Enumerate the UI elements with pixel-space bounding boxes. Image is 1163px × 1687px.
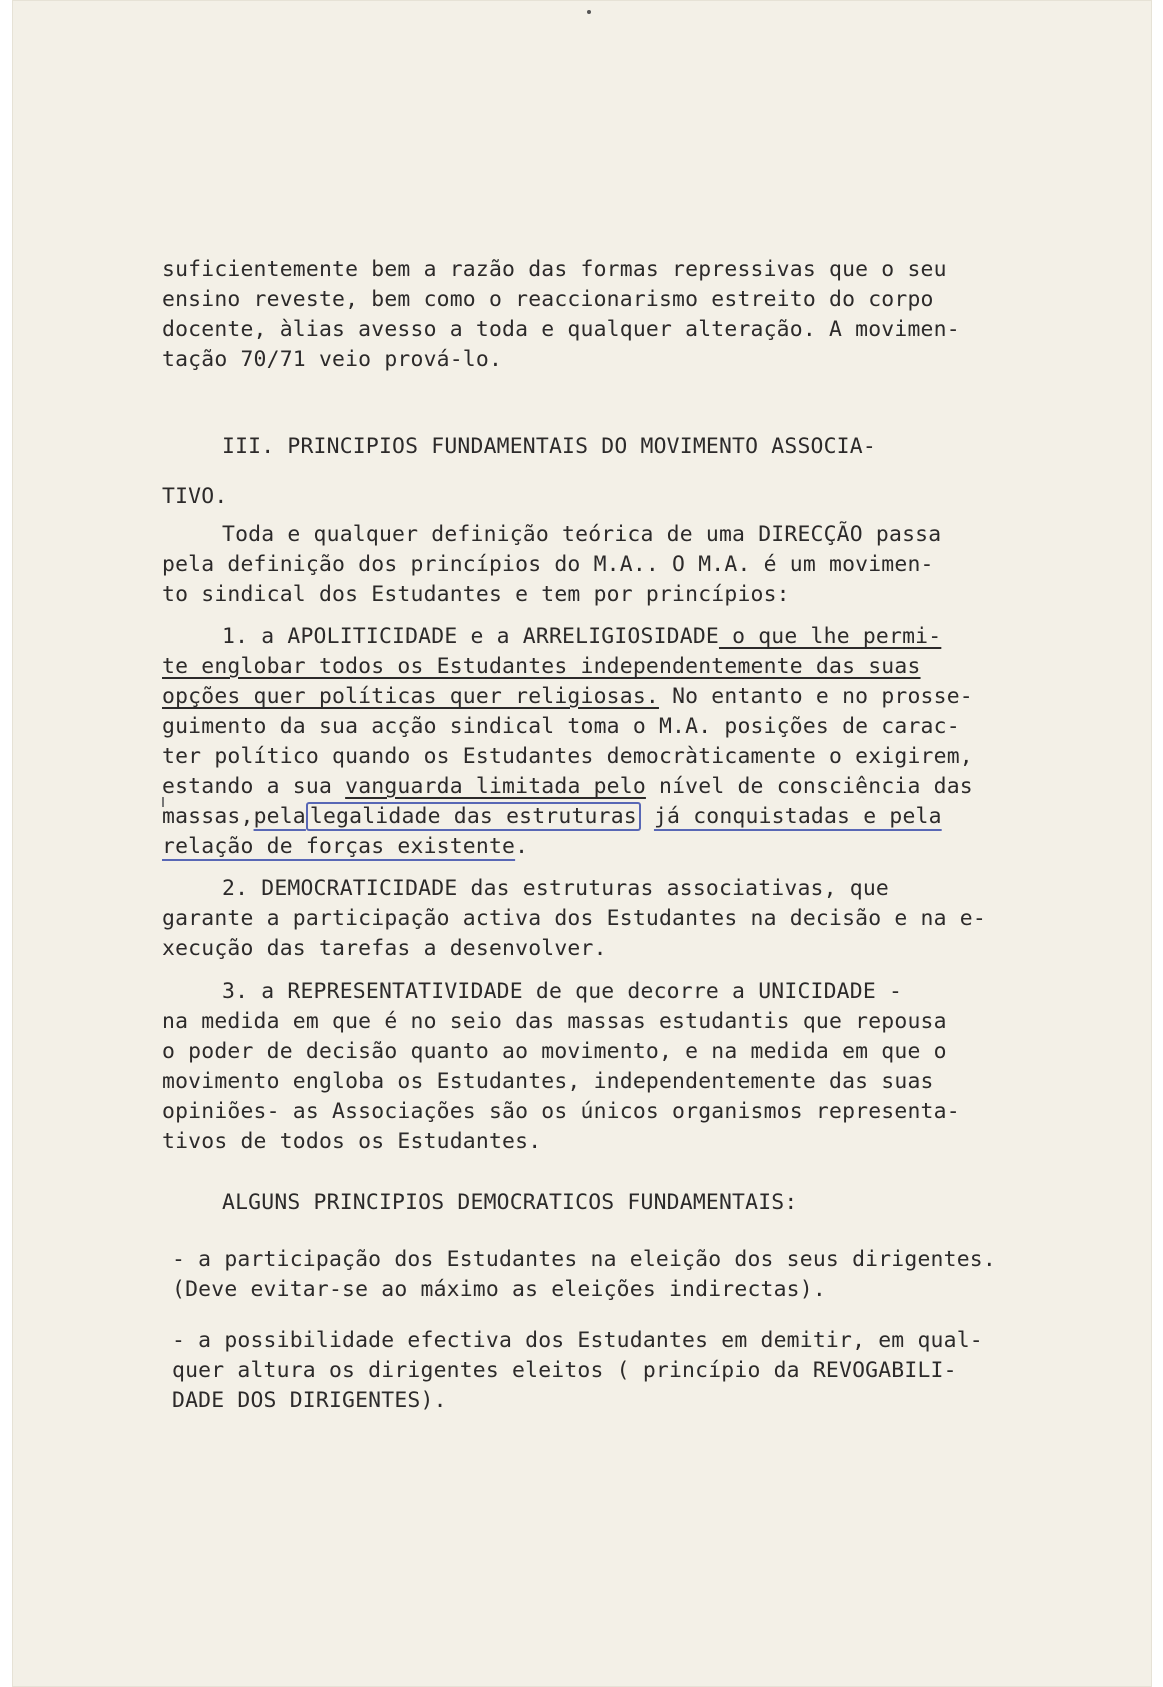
underlined-text: vanguarda limitada pelo <box>345 774 646 799</box>
stray-mark <box>587 10 591 14</box>
bullet-2-line-3: DADE DOS DIRIGENTES). <box>172 1388 447 1413</box>
bullet-2-line-1: - a possibilidade efectiva dos Estudantes em demitir, em qual- <box>172 1328 983 1353</box>
blue-boxed-annotation: legalidade das estruturas <box>306 802 641 831</box>
principle-2-line-3: xecução das tarefas a desenvolver. <box>162 936 607 961</box>
underlined-text: o que lhe permi- <box>718 624 942 649</box>
plain-text: massas, <box>162 804 254 829</box>
blue-underlined-text: já conquistadas e pela <box>653 804 942 829</box>
principle-1-line-6 <box>162 774 973 799</box>
principle-3-line-3: o poder de decisão quanto ao movimento, e na medida em que o <box>162 1039 947 1064</box>
bullet-1-line-1: - a participação dos Estudantes na eleição dos seus dirigentes. <box>172 1247 996 1272</box>
principle-3-line-1: 3. a REPRESENTATIVIDADE de que decorre a UNICIDADE - <box>222 979 903 1004</box>
principle-1-line-7 <box>162 804 942 829</box>
plain-text: estando a sua <box>162 774 346 799</box>
plain-text: No entanto e no prosse- <box>658 684 973 709</box>
principle-3-line-2: na medida em que é no seio das massas estudantis que repousa <box>162 1009 947 1034</box>
principle-1-line-8 <box>162 834 528 859</box>
principle-1-line-3 <box>162 684 973 709</box>
underlined-text: opções quer políticas quer religiosas. <box>162 684 659 709</box>
principle-1-line-1 <box>222 624 941 649</box>
principle-1-line-5: ter político quando os Estudantes democràticamente o exigirem, <box>162 744 973 769</box>
paragraph-line-1: Toda e qualquer definição teórica de uma DIRECÇÃO passa <box>222 522 942 547</box>
intro-line-2: ensino reveste, bem como o reaccionarismo estreito do corpo <box>162 287 934 312</box>
intro-line-4: tação 70/71 veio prová-lo. <box>162 347 503 372</box>
document-page <box>12 0 1152 1687</box>
intro-line-3: docente, àlias avesso a toda e qualquer alteração. A movimen- <box>162 317 960 342</box>
principle-2-line-1: 2. DEMOCRATICIDADE das estruturas associativas, que <box>222 876 889 901</box>
plain-text: . <box>515 834 529 859</box>
principle-2-line-2: garante a participação activa dos Estudantes na decisão e na e- <box>162 906 986 931</box>
blue-underlined-text: relação de forças existente <box>162 834 516 859</box>
principle-1-line-2: te englobar todos os Estudantes independentemente das suas <box>162 654 921 679</box>
bullet-1-line-2: (Deve evitar-se ao máximo as eleições indirectas). <box>172 1277 826 1302</box>
principle-1-title: 1. a APOLITICIDADE e a ARRELIGIOSIDADE <box>222 624 719 649</box>
section-title: III. PRINCIPIOS FUNDAMENTAIS DO MOVIMENTO ASSOCIA- <box>222 434 876 459</box>
blue-underlined-text: pela <box>253 804 306 829</box>
section-title-continuation: TIVO. <box>162 484 228 509</box>
paragraph-line-2: pela definição dos princípios do M.A.. O M.A. é um movimen- <box>162 552 934 577</box>
principle-3-line-6: tivos de todos os Estudantes. <box>162 1129 542 1154</box>
bullet-2-line-2: quer altura os dirigentes eleitos ( princípio da REVOGABILI- <box>172 1358 957 1383</box>
subheading: ALGUNS PRINCIPIOS DEMOCRATICOS FUNDAMENTAIS: <box>222 1190 798 1215</box>
principle-3-line-4: movimento engloba os Estudantes, independentemente das suas <box>162 1069 934 1094</box>
plain-text: nível de consciência das <box>645 774 973 799</box>
paragraph-line-3: to sindical dos Estudantes e tem por princípios: <box>162 582 790 607</box>
principle-3-line-5: opiniões- as Associações são os únicos organismos representa- <box>162 1099 960 1124</box>
intro-line-1: suficientemente bem a razão das formas repressivas que o seu <box>162 257 947 282</box>
principle-1-line-4: guimento da sua acção sindical toma o M.A. posições de carac- <box>162 714 960 739</box>
